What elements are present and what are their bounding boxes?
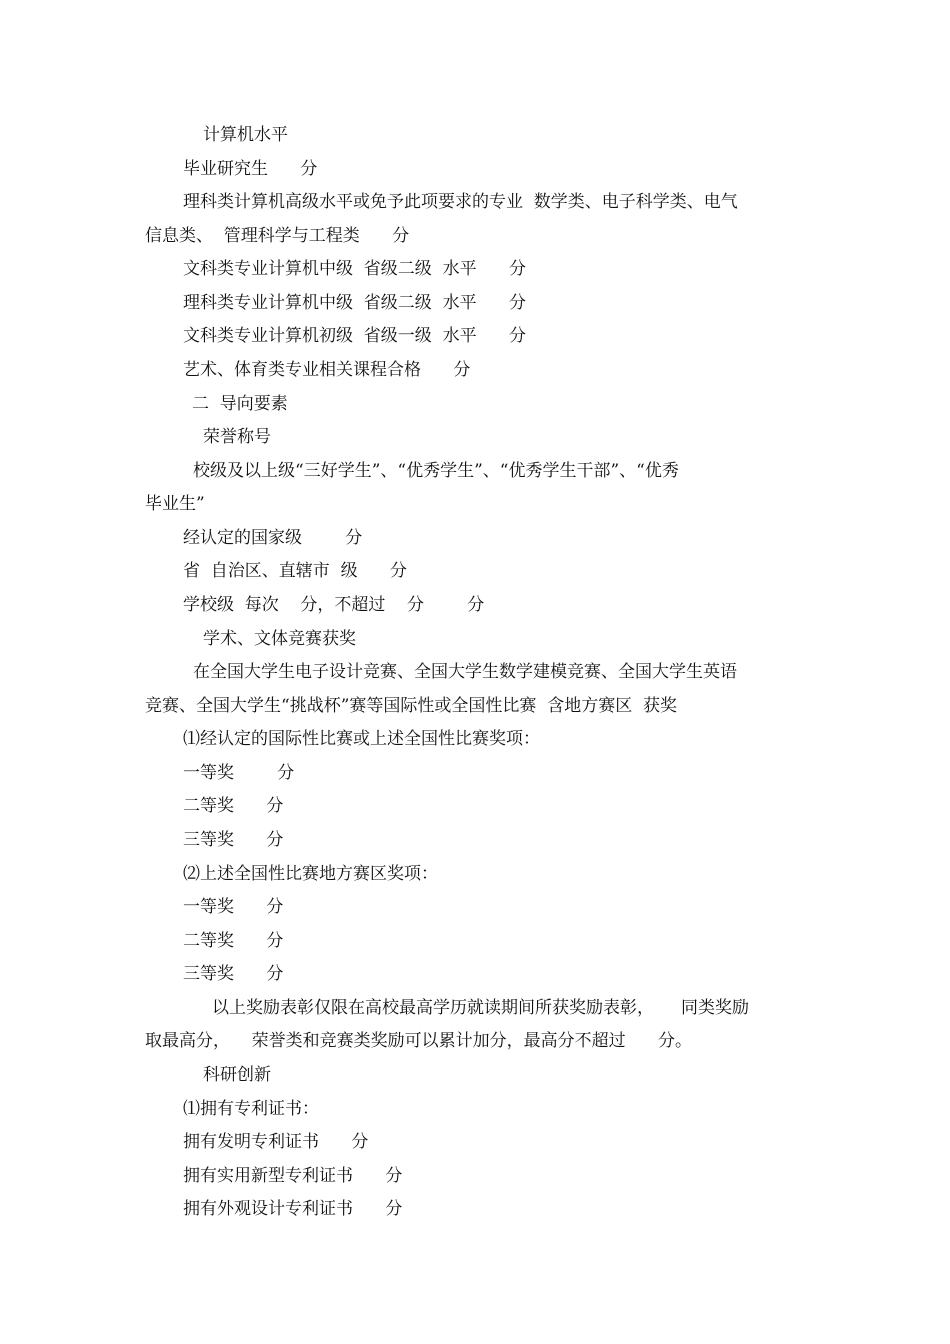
- text-line: 二等奖 分: [183, 931, 284, 951]
- text-line: 省 自治区、直辖市 级 分: [183, 561, 408, 581]
- text-line: 校级及以上级“三好学生”、“优秀学生”、“优秀学生干部”、“优秀: [193, 461, 679, 481]
- text-line: ⑴经认定的国际性比赛或上述全国性比赛奖项：: [183, 729, 540, 749]
- heading-competition-awards: 学术、文体竞赛获奖: [203, 629, 356, 649]
- text-line: 一等奖 分: [183, 763, 295, 783]
- section-heading-guidance: 二 导向要素: [192, 394, 288, 414]
- text-line: 文科类专业计算机中级 省级二级 水平 分: [183, 259, 527, 279]
- text-line: 拥有外观设计专利证书 分: [183, 1199, 403, 1219]
- text-line: 艺术、体育类专业相关课程合格 分: [183, 360, 471, 380]
- text-line: 理科类计算机高级水平或免予此项要求的专业 数学类、电子科学类、电气: [183, 192, 738, 212]
- text-line: 信息类、 管理科学与工程类 分: [145, 226, 410, 246]
- text-line: 三等奖 分: [183, 830, 284, 850]
- text-line: 毕业生”: [145, 494, 205, 514]
- text-line: 经认定的国家级 分: [183, 528, 363, 548]
- text-line: 拥有实用新型专利证书 分: [183, 1166, 403, 1186]
- text-line: 二等奖 分: [183, 796, 284, 816]
- text-line: 以上奖励表彰仅限在高校最高学历就读期间所获奖励表彰， 同类奖励: [212, 998, 750, 1018]
- text-line: 理科类专业计算机中级 省级二级 水平 分: [183, 293, 527, 313]
- text-line: 文科类专业计算机初级 省级一级 水平 分: [183, 326, 527, 346]
- text-line: 在全国大学生电子设计竞赛、全国大学生数学建模竞赛、全国大学生英语: [193, 662, 737, 682]
- text-line: 取最高分， 荣誉类和竞赛类奖励可以累计加分，最高分不超过 分。: [145, 1031, 693, 1051]
- text-line: 毕业研究生 分: [183, 159, 318, 179]
- text-line: ⑴拥有专利证书：: [183, 1099, 319, 1119]
- text-line: ⑵上述全国性比赛地方赛区奖项：: [183, 864, 438, 884]
- text-line: 三等奖 分: [183, 964, 284, 984]
- text-line: 竞赛、全国大学生“挑战杯”赛等国际性或全国性比赛 含地方赛区 获奖: [145, 696, 677, 716]
- text-line: 一等奖 分: [183, 897, 284, 917]
- heading-research-innovation: 科研创新: [203, 1065, 271, 1085]
- text-line: 拥有发明专利证书 分: [183, 1132, 369, 1152]
- heading-honor-titles: 荣誉称号: [203, 427, 271, 447]
- text-line: 学校级 每次 分，不超过 分 分: [183, 595, 485, 615]
- heading-computer-level: 计算机水平: [203, 125, 288, 145]
